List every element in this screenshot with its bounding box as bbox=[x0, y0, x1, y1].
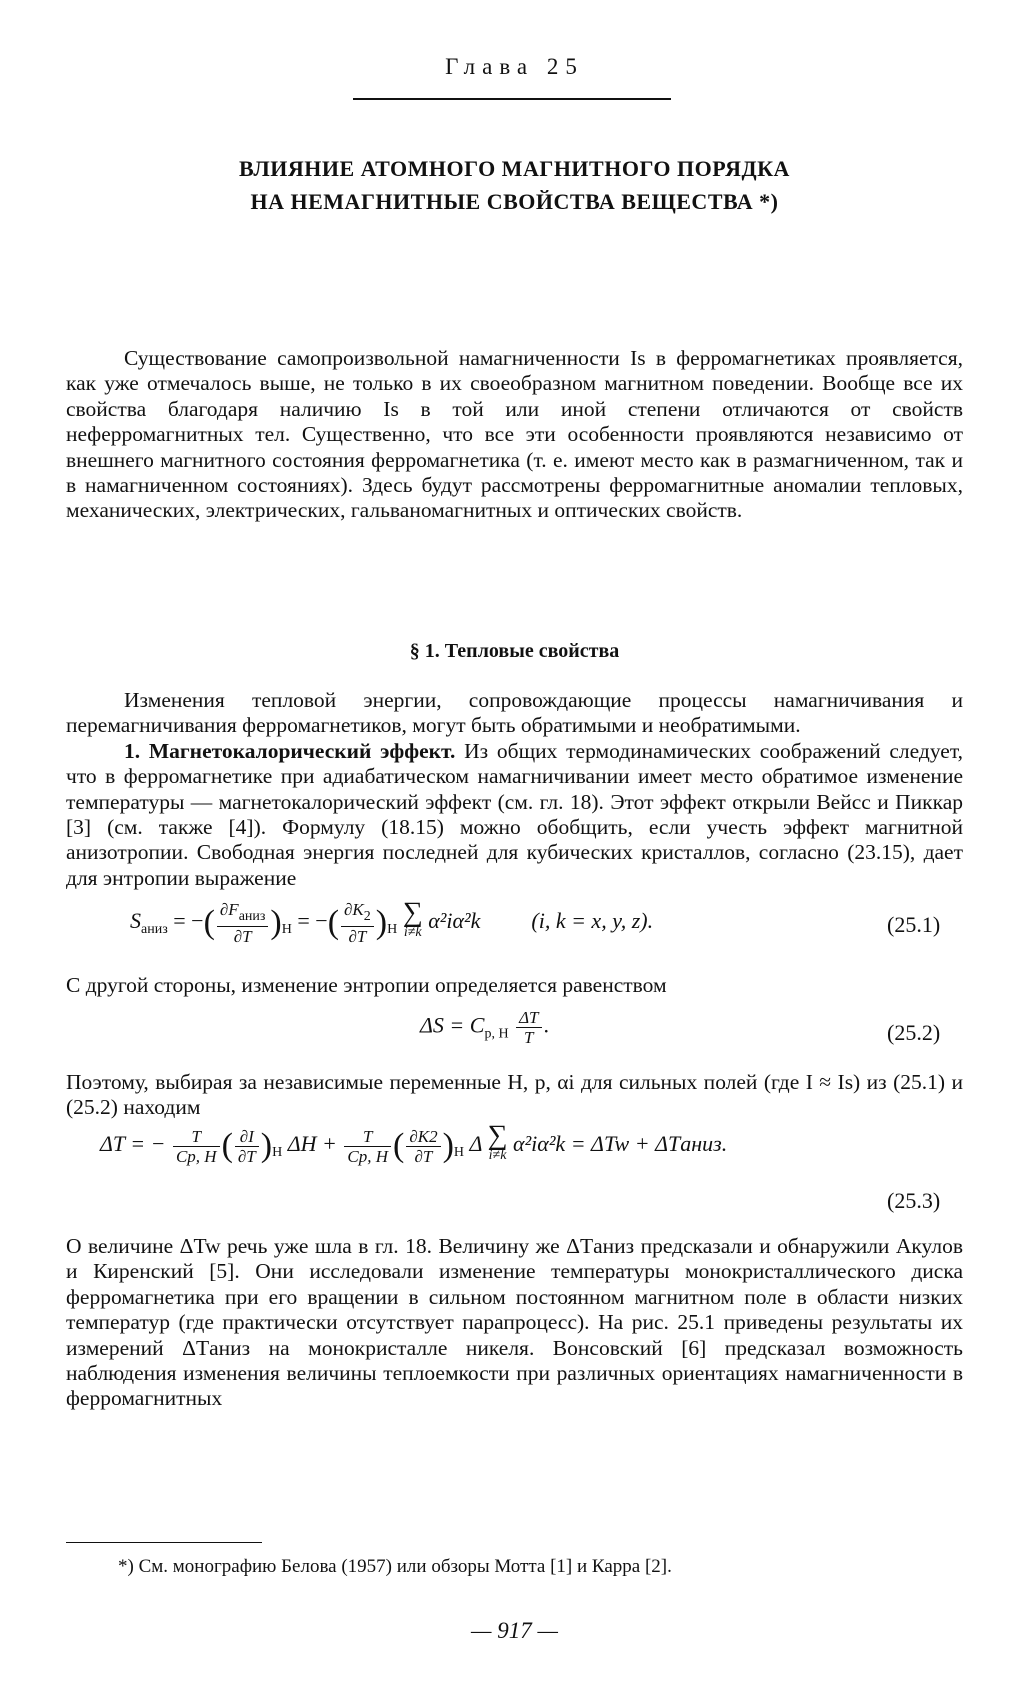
section-paragraph-1: Изменения тепловой энергии, сопровождающие процессы намагничивания и перемагничивания ферромагнетиков, могут быть обратимыми и необратимыми. bbox=[66, 688, 963, 738]
eq1-lhs: S bbox=[130, 908, 141, 934]
intro-text: Существование самопроизвольной намагниченности Is в ферромагнетиках проявляется, как уже отмечалось выше, не только в их своеобразном магнитном поведении. Вообще все их свойства благодаря наличию Is в той или иной степени отличаются от свойств неферромагнитных тел. Существенно, что все эти особенности проявляются независимо от внешнего магнитного состояния ферромагнетика (т. е. имеют место как в размагниченном, так и в намагниченном состояниях). Здесь будут рассмотрены ферромагнитные аномалии тепловых, механических, электрических, гальваномагнитных и оптических свойств. bbox=[66, 346, 963, 523]
section-heading: § 1. Тепловые свойства bbox=[409, 640, 620, 662]
footnote-rule bbox=[66, 1542, 262, 1543]
eq1-term: α²iα²k bbox=[428, 908, 481, 934]
chapter-title bbox=[0, 152, 1029, 218]
equation-number-25-3: (25.3) bbox=[887, 1188, 941, 1213]
equation-number-25-2: (25.2) bbox=[887, 1020, 941, 1045]
section-body bbox=[66, 688, 963, 891]
subsection-title: 1. Магнетокалорический эффект. bbox=[124, 738, 456, 763]
eq1-sum-sign: ∑ i≠k bbox=[402, 897, 423, 940]
chapter-rule bbox=[353, 98, 671, 100]
eq2-fraction: $\frac{\Delta T}{T}$ bbox=[516, 1008, 541, 1047]
equation-number-25-1: (25.1) bbox=[887, 912, 941, 937]
intro-paragraph bbox=[66, 346, 963, 524]
eq1-condition: (i, k = x, y, z). bbox=[531, 908, 654, 934]
paragraph-3: С другой стороны, изменение энтропии определяется равенством bbox=[66, 973, 667, 997]
eq3-fraction-3: $\frac{T}{Cp, H}$ bbox=[344, 1127, 391, 1166]
page-number: — 917 — bbox=[471, 1618, 558, 1643]
equation-25-3: ΔT = − $\frac{T}{Cp, H}$ ( $\frac{\partial I}{\partial T}$ )$_H$ ΔH + $\frac{T}{Cp, H}$ ( $\frac{\partial K2}{\partial T}$ )$_H$ Δ ∑ i≠k α²iα²k = ΔTw + ΔTаниз. bbox=[100, 1120, 728, 1166]
chapter-title-line-2: НА НЕМАГНИТНЫЕ СВОЙСТВА ВЕЩЕСТВА *) bbox=[250, 189, 779, 214]
eq3-fraction-4: $\frac{\partial K2}{\partial T}$ bbox=[406, 1127, 440, 1166]
equation-25-1: $S_{аниз}$ = −( $\frac{\partial F_{аниз}}{\partial T}$ )$_H$ = −( $\frac{\partial K_2}{\partial T}$ )$_H$ ∑ i≠k α²iα²k (i, k = x, y, z). bbox=[130, 897, 654, 946]
eq3-fraction-1: $\frac{T}{Cp, H}$ bbox=[173, 1127, 220, 1166]
chapter-title-line-1: ВЛИЯНИЕ АТОМНОГО МАГНИТНОГО ПОРЯДКА bbox=[239, 156, 790, 181]
eq1-fraction-2: $\frac{\partial K_2}{\partial T}$ bbox=[341, 900, 374, 946]
chapter-label: Глава 25 bbox=[445, 54, 584, 79]
section-paragraph-2 bbox=[66, 739, 963, 891]
subsection-text: Из общих термодинамических соображений следует, что в ферромагнетике при адиабатическом намагничивании имеет место обратимое изменение температуры — магнетокалорический эффект (см. гл. 18). Этот эффект открыли Вейсс и Пиккар [3] (см. также [4]). Формулу (18.15) можно обобщить, если учесть эффект магнитной анизотропии. Свободная энергия последней для кубических кристаллов, согласно (23.15), дает для энтропии выражение bbox=[66, 738, 963, 890]
equation-25-2: $\Delta S = C_{p, H}$ $\frac{\Delta T}{T}$ . bbox=[420, 1008, 549, 1047]
footnote: *) См. монографию Белова (1957) или обзоры Мотта [1] и Карра [2]. bbox=[118, 1556, 672, 1577]
eq3-fraction-2: $\frac{\partial I}{\partial T}$ bbox=[235, 1127, 259, 1166]
paragraph-5: О величине ΔTw речь уже шла в гл. 18. Величину же ΔTаниз предсказали и обнаружили Акулов и Киренский [5]. Они исследовали изменение температуры монокристаллического диска ферромагнетика при его вращении в сильном постоянном магнитном поле в области низких температур (где практически отсутствует парапроцесс). На рис. 25.1 приведены результаты их измерений ΔTаниз на монокристалле никеля. Вонсовский [6] предсказал возможность наблюдения изменения величины теплоемкости при различных ориентациях намагниченности в ферромагнитных bbox=[66, 1234, 963, 1411]
eq1-fraction-1: $\frac{\partial F_{аниз}}{\partial T}$ bbox=[217, 900, 269, 946]
paragraph-4: Поэтому, выбирая за независимые переменные H, p, αi для сильных полей (где I ≈ Is) из (25.1) и (25.2) находим bbox=[66, 1070, 963, 1120]
eq3-sum-sign: ∑ i≠k bbox=[487, 1120, 508, 1163]
